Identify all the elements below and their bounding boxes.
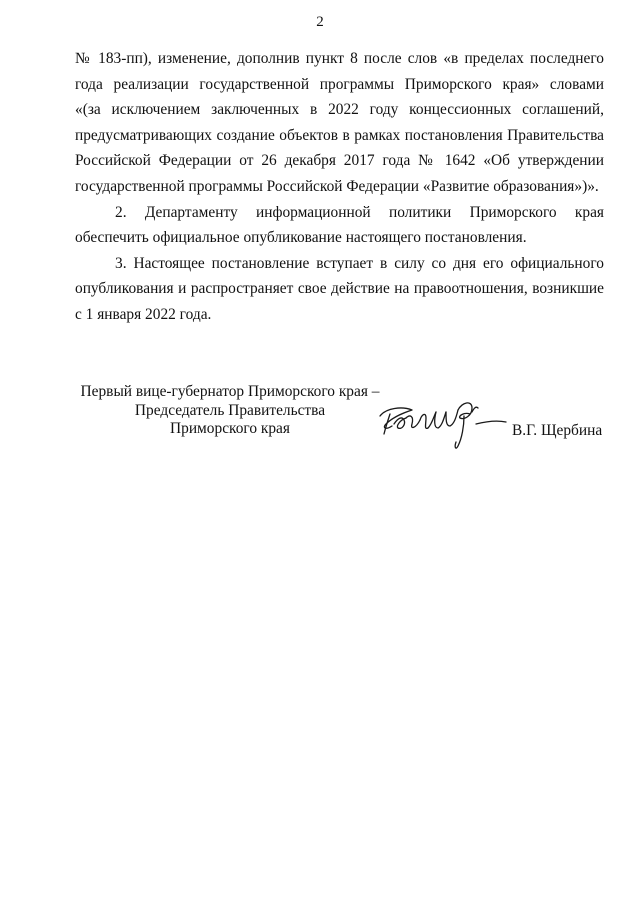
text-line: опубликования и распространяет свое действие на правоотношения, возникшие: [75, 280, 604, 298]
paragraph-1-continuation: [75, 46, 604, 200]
page-number: 2: [316, 14, 324, 30]
text-line: «(за исключением заключенных в 2022 году концессионных соглашений,: [75, 101, 604, 119]
text-line: 2. Департаменту информационной политики Приморского края: [115, 203, 604, 221]
signatory-name: В.Г. Щербина: [512, 422, 603, 439]
document-body: [75, 46, 604, 328]
text-line: предусматривающих создание объектов в рамках постановления Правительства: [75, 126, 604, 144]
text-line: года реализации государственной программы Приморского края» словами: [75, 75, 604, 93]
paragraph-2: [75, 200, 604, 251]
signatory-position-line: Председатель Правительства: [134, 401, 326, 419]
paragraph-3: [75, 251, 604, 328]
handwritten-signature-icon: [372, 394, 516, 454]
text-line: 3. Настоящее постановление вступает в силу со дня его официального: [115, 254, 604, 272]
text-line: с 1 января 2022 года.: [75, 305, 212, 323]
text-line: государственной программы Российской Федерации «Развитие образования»)».: [75, 177, 599, 195]
text-line: обеспечить официальное опубликование настоящего постановления.: [75, 229, 527, 247]
text-line: № 183-пп), изменение, дополнив пункт 8 после слов «в пределах последнего: [75, 50, 604, 67]
signatory-position: [79, 383, 381, 439]
signatory-position-line: Приморского края: [170, 420, 290, 437]
signatory-position-line: Первый вице-губернатор Приморского края –: [80, 383, 380, 400]
text-line: Российской Федерации от 26 декабря 2017 года № 1642 «Об утверждении: [75, 152, 604, 170]
